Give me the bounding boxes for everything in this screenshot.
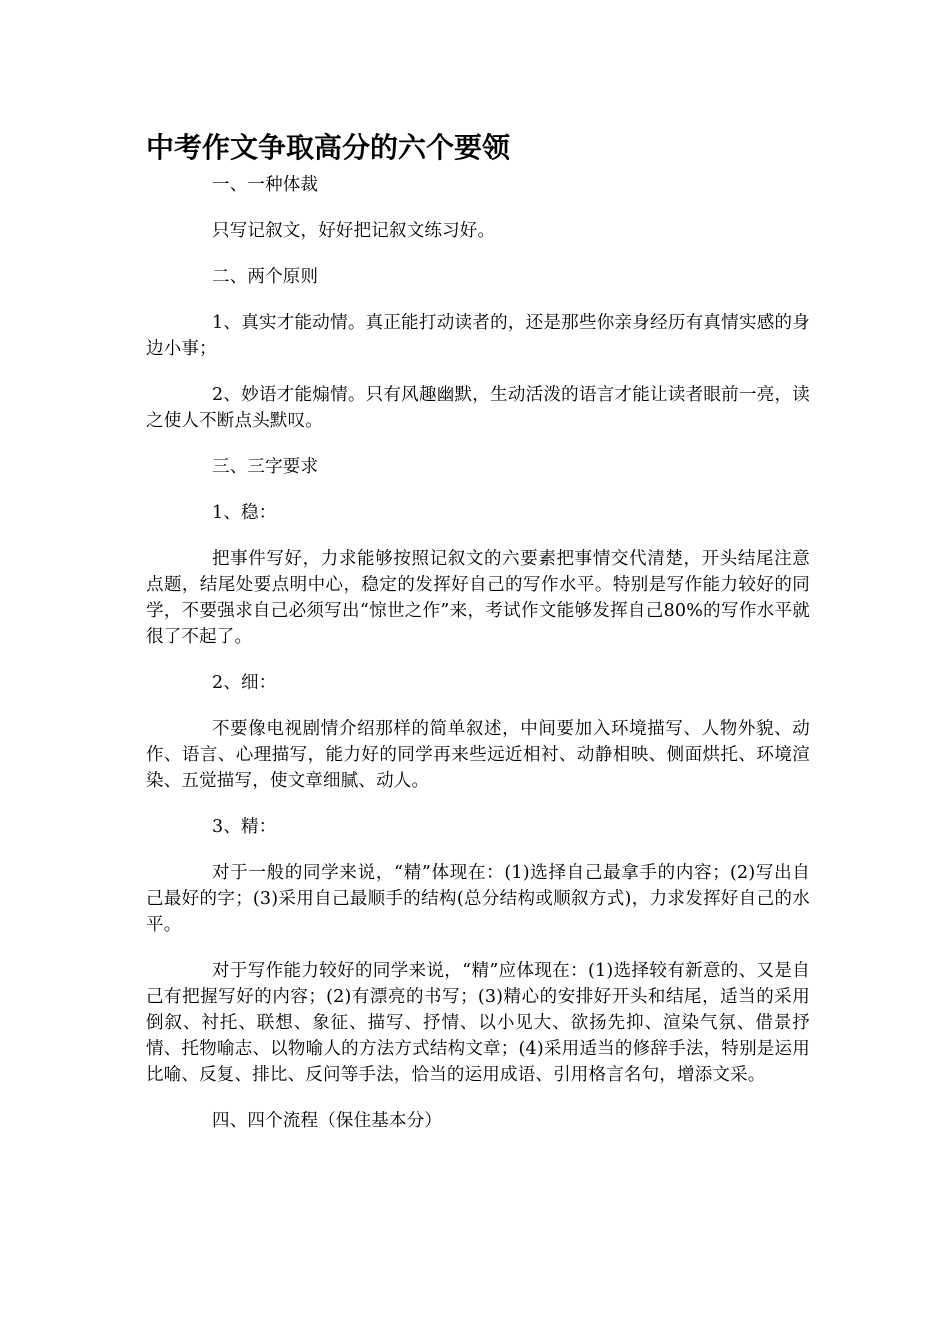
subheading-steady: 1、稳：: [212, 503, 277, 523]
document-page: [146, 128, 810, 1154]
paragraph: 对于写作能力较好的同学来说，“精”应体现在：(1)选择较有新意的、又是自己有把握写好的内容；(2)有漂亮的书写；(3)精心的安排好开头和结尾，适当的采用倒叙、衬托、联想、象征、描写、抒情、以小见大、欲扬先抑、渲染气氛、借景抒情、托物喻志、以物喻人的方法方式结构文章；(4)采用适当的修辞手法，特别是运用比喻、反复、排比、反问等手法，恰当的运用成语、引用格言名句，增添文采。: [146, 961, 810, 1085]
paragraph: 1、真实才能动情。真正能打动读者的，还是那些你亲身经历有真情实感的身边小事；: [146, 313, 810, 359]
subheading-refine: 3、精：: [212, 817, 277, 837]
section-heading-genre: 一、一种体裁: [212, 175, 319, 195]
section-heading-principles: 二、两个原则: [212, 267, 319, 287]
paragraph: 对于一般的同学来说，“精”体现在：(1)选择自己最拿手的内容；(2)写出自己最好的字；(3)采用自己最顺手的结构(总分结构或顺叙方式)，力求发挥好自己的水平。: [146, 863, 810, 935]
section-heading-process: 四、四个流程（保住基本分）: [212, 1111, 443, 1131]
paragraph: 不要像电视剧情介绍那样的简单叙述，中间要加入环境描写、人物外貌、动作、语言、心理描写，能力好的同学再来些远近相衬、动静相映、侧面烘托、环境渲染、五觉描写，使文章细腻、动人。: [146, 719, 810, 791]
section-heading-requirements: 三、三字要求: [212, 457, 319, 477]
paragraph: 2、妙语才能煽情。只有风趣幽默，生动活泼的语言才能让读者眼前一亮，读之使人不断点头默叹。: [146, 385, 810, 431]
paragraph: 把事件写好，力求能够按照记叙文的六要素把事情交代清楚，开头结尾注意点题，结尾处要点明中心，稳定的发挥好自己的写作水平。特别是写作能力较好的同学，不要强求自己必须写出“惊世之作”来，考试作文能够发挥自己80%的写作水平就很了不起了。: [146, 549, 810, 647]
paragraph: 只写记叙文，好好把记叙文练习好。: [212, 221, 496, 241]
document-title: 中考作文争取高分的六个要领: [146, 131, 511, 164]
subheading-detail: 2、细：: [212, 673, 277, 693]
